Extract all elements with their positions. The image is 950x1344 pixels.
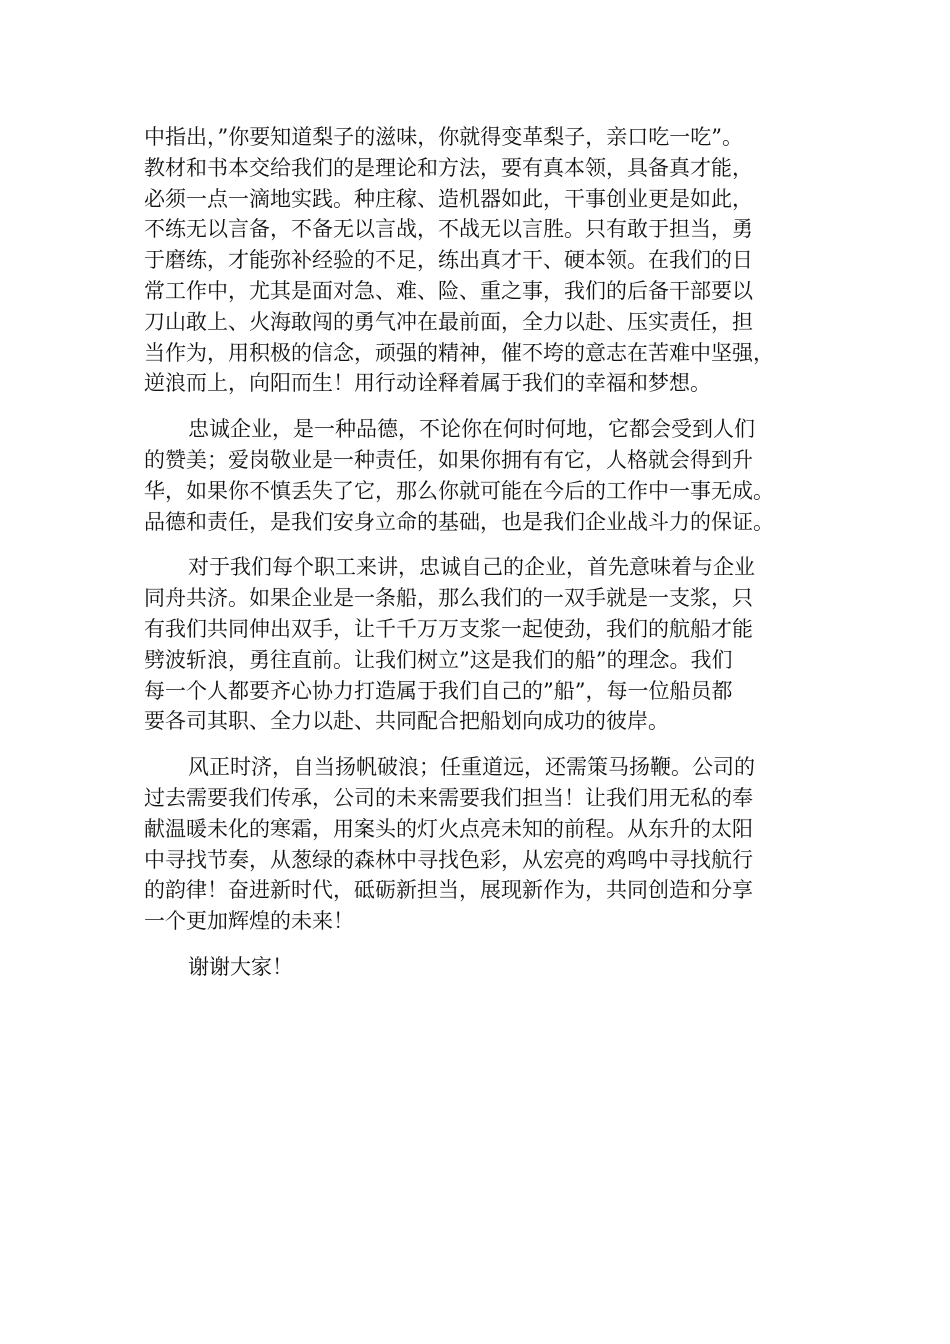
text-line: 有我们共同伸出双手，让千千万万支浆一起使劲，我们的航船才能 bbox=[144, 616, 753, 641]
document-body bbox=[144, 122, 832, 998]
text-line: 谢谢大家！ bbox=[188, 954, 293, 979]
text-line: 一个更加辉煌的未来！ bbox=[144, 909, 354, 934]
text-line: 的韵律！奋进新时代，砥砺新担当，展现新作为，共同创造和分享 bbox=[144, 878, 753, 903]
paragraph bbox=[144, 122, 832, 399]
text-line: 不练无以言备，不备无以言战，不战无以言胜。只有敢于担当，勇 bbox=[144, 217, 753, 242]
text-line: 于磨练，才能弥补经验的不足，练出真才干、硬本领。在我们的日 bbox=[144, 248, 753, 273]
paragraph bbox=[144, 952, 832, 983]
text-line: 中寻找节奏，从葱绿的森林中寻找色彩，从宏亮的鸡鸣中寻找航行 bbox=[144, 847, 753, 872]
text-line: 劈波斩浪，勇往直前。让我们树立”这是我们的船”的理念。我们 bbox=[144, 647, 733, 672]
text-line: 品德和责任，是我们安身立命的基础，也是我们企业战斗力的保证。 bbox=[144, 509, 774, 534]
text-line: 教材和书本交给我们的是理论和方法，要有真本领，具备真才能， bbox=[144, 155, 753, 180]
text-line: 献温暖未化的寒霜，用案头的灯火点亮未知的前程。从东升的太阳 bbox=[144, 816, 753, 841]
paragraph bbox=[144, 552, 832, 737]
text-line: 必须一点一滴地实践。种庄稼、造机器如此，干事创业更是如此， bbox=[144, 186, 753, 211]
paragraph bbox=[144, 752, 832, 937]
text-line: 要各司其职、全力以赴、共同配合把船划向成功的彼岸。 bbox=[144, 709, 669, 734]
text-line: 中指出，”你要知道梨子的滋味，你就得变革梨子，亲口吃一吃”。 bbox=[144, 125, 743, 149]
text-line: 每一个人都要齐心协力打造属于我们自己的”船”，每一位船员都 bbox=[144, 678, 733, 703]
text-line: 常工作中，尤其是面对急、难、险、重之事，我们的后备干部要以 bbox=[144, 278, 753, 303]
text-line: 对于我们每个职工来讲，忠诚自己的企业，首先意味着与企业 bbox=[188, 555, 755, 580]
paragraph bbox=[144, 414, 832, 537]
text-line: 过去需要我们传承，公司的未来需要我们担当！让我们用无私的奉 bbox=[144, 785, 753, 810]
text-line: 华，如果你不慎丢失了它，那么你就可能在今后的工作中一事无成。 bbox=[144, 478, 774, 503]
text-line: 风正时济，自当扬帆破浪；任重道远，还需策马扬鞭。公司的 bbox=[188, 755, 755, 780]
text-line: 逆浪而上，向阳而生！用行动诠释着属于我们的幸福和梦想。 bbox=[144, 371, 711, 396]
text-line: 同舟共济。如果企业是一条船，那么我们的一双手就是一支浆，只 bbox=[144, 586, 753, 611]
text-line: 的赞美；爱岗敬业是一种责任，如果你拥有有它，人格就会得到升 bbox=[144, 447, 753, 472]
text-line: 当作为，用积极的信念，顽强的精神，催不垮的意志在苦难中坚强， bbox=[144, 340, 774, 365]
text-line: 忠诚企业，是一种品德，不论你在何时何地，它都会受到人们 bbox=[188, 417, 755, 442]
text-line: 刀山敢上、火海敢闯的勇气冲在最前面，全力以赴、压实责任，担 bbox=[144, 309, 753, 334]
